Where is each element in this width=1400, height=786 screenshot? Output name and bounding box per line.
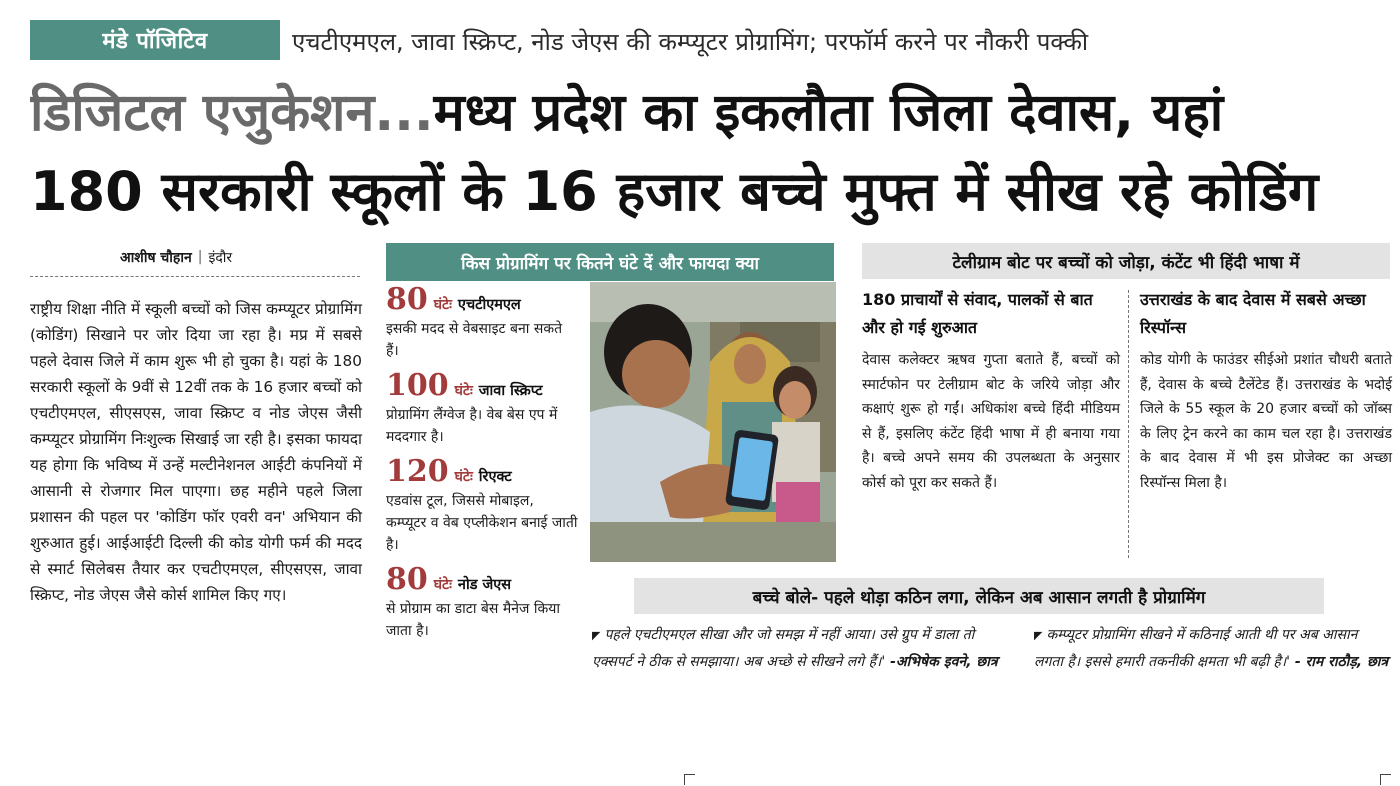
topic-description: एडवांस टूल, जिससे मोबाइल, कम्प्यूटर व वेब एप्लीकेशन बनाई जाती है। [386,493,578,553]
telegram-box-title: टेलीग्राम बोट पर बच्चों को जोड़ा, कंटेंट भी हिंदी भाषा में [862,243,1390,279]
topic-description: इसकी मदद से वेबसाइट बना सकते हैं। [386,321,563,359]
quote-author: -अभिषेक इवने, छात्र [885,654,998,670]
headline-lead: डिजिटल एजुकेशन... [30,82,434,143]
programming-item [386,562,578,642]
hours-value: 80 [386,282,428,317]
kicker-line: एचटीएमएल, जावा स्क्रिप्ट, नोड जेएस की कम्प्यूटर प्रोग्रामिंग; परफॉर्म करने पर नौकरी पक्की [292,27,1089,56]
telegram-column-2 [1140,286,1392,566]
student-quote-2 [1034,622,1390,702]
crop-mark [684,774,695,785]
news-photo [590,282,836,562]
programming-item [386,454,578,556]
column-divider [1128,290,1129,558]
main-article-text: राष्ट्रीय शिक्षा नीति में स्कूली बच्चों को जिस कम्प्यूटर प्रोग्रामिंग (कोडिंग) सिखाने पर जोर दिया जा रहा है। मप्र में सबसे पहले देवास जिले में काम शुरू भी हो चुका है। यहां के 180 सरकारी स्कूलों के 9वीं से 12वीं तक के 16 हजार बच्चों को एचटीएमएल, सीएसएस, जावा स्क्रिप्ट व नोड जेएस जैसी कम्प्यूटर प्रोग्रामिंग निःशुल्क सिखाई जा रही है। इसका फायदा यह होगा कि भविष्य में उन्हें मल्टीनेशनल आईटी कंपनियों में आसानी से रोजगार मिल पाएगा। छह महीने पहले जिला प्रशासन की पहल पर 'कोडिंग फॉर एवरी वन' अभियान की शुरुआत हुई। आईआईटी दिल्ली की कोड योगी फर्म की मदद से स्मार्ट सिलेबस तैयार कर एचटीएमएल, सीएसएस, जावा स्क्रिप्ट, नोड जेएस जैसे कोर्स शामिल किए गए। [30,300,362,604]
topic-name: जावा स्क्रिप्ट [478,383,543,399]
quote-author: - राम राठौड़, छात्र [1290,654,1389,670]
hours-value: 120 [386,454,449,489]
programming-box-title: किस प्रोग्रामिंग पर कितने घंटे दें और फायदा क्या [386,243,834,281]
telegram-column-1 [862,286,1120,566]
hours-unit: घंटेः [454,469,473,485]
byline-separator: | [197,249,203,265]
programming-item [386,282,578,362]
student-quote-1 [592,622,1002,702]
byline [120,244,360,270]
topic-description: से प्रोग्राम का डाटा बेस मैनेज किया जाता है। [386,601,560,639]
column-1-body: देवास कलेक्टर ऋषव गुप्ता बताते हैं, बच्चों को स्मार्टफोन पर टेलीग्राम बोट के जरिये जोड़ा और कक्षाएं शुरू हो गईं। अधिकांश बच्चे हिंदी मीडियम से हैं, इसलिए कंटेंट हिंदी भाषा में ही बनाया गया है। बच्चे अपने समय की उपलब्धता के अनुसार कोर्स को पूरा कर सकते हैं। [862,352,1120,491]
quote-text: पहले एचटीएमएल सीखा और जो समझ में नहीं आया। उसे ग्रुप में डाला तो एक्सपर्ट ने ठीक से समझाया। अब अच्छे से सीखने लगे हैं।' [592,627,975,670]
headline-line-2: 180 सरकारी स्कूलों के 16 हजार बच्चे मुफ्त में सीख रहे कोडिंग [30,160,1319,223]
hours-unit: घंटेः [433,577,452,593]
headline-line-1 [30,74,1390,146]
topic-description: प्रोग्रामिंग लैंग्वेज है। वेब बेस एप में मददगार है। [386,407,558,445]
hours-value: 100 [386,368,449,403]
column-1-heading: 180 प्राचार्यों से संवाद, पालकों से बात और हो गई शुरुआत [862,290,1093,337]
programming-list [386,282,578,722]
crop-mark [1380,774,1391,785]
topic-name: रिएक्ट [478,469,512,485]
topic-name: नोड जेएस [457,577,512,593]
hours-unit: घंटेः [454,383,473,399]
byline-place: इंदौर [208,249,233,266]
section-badge: मंडे पॉजिटिव [30,20,280,60]
hours-unit: घंटेः [433,297,452,313]
byline-author: आशीष चौहान [120,249,192,266]
quote-marker-icon: ◤ [1034,629,1043,642]
quotes-box-title: बच्चे बोले- पहले थोड़ा कठिन लगा, लेकिन अब आसान लगती है प्रोग्रामिंग [634,578,1324,614]
quote-text: कम्प्यूटर प्रोग्रामिंग सीखने में कठिनाई आती थी पर अब आसान लगता है। इससे हमारी तकनीकी क्षमता भी बढ़ी है।' [1034,627,1358,670]
byline-divider [30,276,360,277]
programming-item [386,368,578,448]
headline-rest: मध्य प्रदेश का इकलौता जिला देवास, यहां [433,82,1224,143]
photo-illustration [590,282,836,562]
column-2-heading: उत्तराखंड के बाद देवास में सबसे अच्छा रिस्पॉन्स [1140,290,1366,337]
quote-marker-icon: ◤ [592,629,601,642]
column-2-body: कोड योगी के फाउंडर सीईओ प्रशांत चौधरी बताते हैं, देवास के बच्चे टैलेंटेड हैं। उत्तराखंड के भदोई जिले के 55 स्कूल के 20 हजार बच्चों को जॉब्स के लिए ट्रेन करने का काम चल रहा है। उत्तराखंड के बाद देवास में भी इस प्रोजेक्ट का अच्छा रिस्पॉन्स मिला है। [1140,352,1392,491]
hours-value: 80 [386,562,428,597]
topic-name: एचटीएमएल [457,297,521,313]
